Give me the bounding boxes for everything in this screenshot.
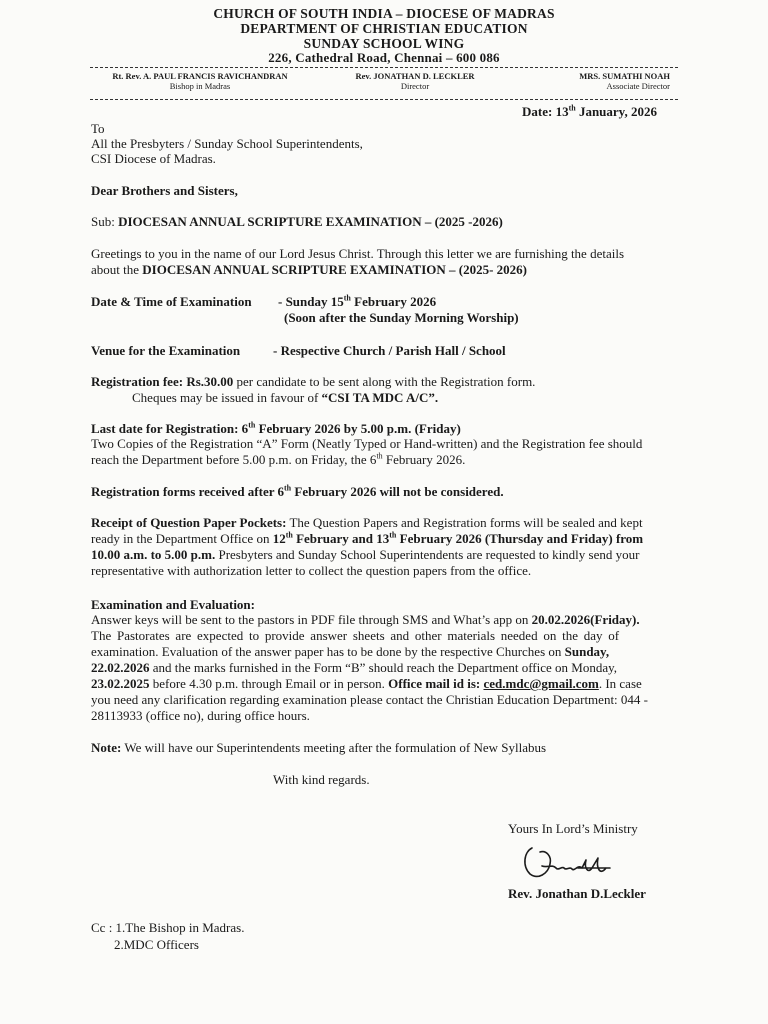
official-associate-director <box>520 72 670 91</box>
addressee-to: To <box>91 121 105 136</box>
addressee-diocese: CSI Diocese of Madras. <box>91 151 216 166</box>
venue-value: - Respective Church / Parish Hall / School <box>273 343 506 358</box>
official-bishop-title: Bishop in Madras <box>169 80 231 91</box>
exam-time-label: Date & Time of Examination <box>91 294 252 309</box>
official-associate-director-title: Associate Director <box>606 80 670 91</box>
cc-line-2: 2.MDC Officers <box>114 937 199 952</box>
late-forms-notice: Registration forms received after 6th February 2026 will not be considered. <box>91 483 504 499</box>
official-director-title: Director <box>400 80 430 91</box>
evaluation-line-7: 28113933 (office no), during office hours. <box>91 708 310 723</box>
header-divider-bottom <box>90 99 678 100</box>
registration-fee: Registration fee: Rs.30.00 per candidate to be sent along with the Registration form. <box>91 374 536 389</box>
evaluation-heading: Examination and Evaluation: <box>91 597 255 612</box>
evaluation-line-4: 22.02.2026 and the marks furnished in the Form “B” should reach the Department office on Monday, <box>91 660 618 675</box>
last-date-line-1: Two Copies of the Registration “A” Form (Neatly Typed or Hand-written) and the Registration fee should <box>91 436 643 451</box>
official-associate-director-name: MRS. SUMATHI NOAH <box>579 71 670 81</box>
exam-time-value: - Sunday 15th February 2026 <box>278 293 437 309</box>
official-director-name: Rev. JONATHAN D. LECKLER <box>355 71 475 81</box>
note-line: Note: We will have our Superintendents meeting after the formulation of New Syllabus <box>91 740 547 755</box>
evaluation-line-3: examination. Evaluation of the answer paper has to be done by the respective Churches on Sunday, <box>91 644 610 659</box>
greeting-line-2: about the DIOCESAN ANNUAL SCRIPTURE EXAMINATION – (2025- 2026) <box>91 262 527 277</box>
letterhead-line-2: DEPARTMENT OF CHRISTIAN EDUCATION <box>240 21 528 36</box>
addressee-line: All the Presbyters / Sunday School Superintendents, <box>91 136 363 151</box>
officials-row <box>0 72 768 94</box>
exam-time-note: (Soon after the Sunday Morning Worship) <box>284 310 519 325</box>
receipt-line-1: Receipt of Question Paper Pockets: The Question Papers and Registration forms will be sealed and kept <box>91 515 643 530</box>
header-divider-top <box>90 67 678 68</box>
salutation: Dear Brothers and Sisters, <box>91 183 238 198</box>
evaluation-line-6: you need any clarification regarding examination please contact the Christian Education Department: 044 - <box>91 692 648 707</box>
closing-line: Yours In Lord’s Ministry <box>508 821 638 836</box>
letterhead-line-1: CHURCH OF SOUTH INDIA – DIOCESE OF MADRAS <box>213 6 555 21</box>
letterhead-line-3: SUNDAY SCHOOL WING <box>303 36 465 51</box>
receipt-line-4: representative with authorization letter to collect the question papers from the office. <box>91 563 532 578</box>
cheque-instruction: Cheques may be issued in favour of “CSI TA MDC A/C”. <box>132 390 439 405</box>
letterhead-address: 226, Cathedral Road, Chennai – 600 086 <box>268 50 500 65</box>
official-bishop <box>100 72 300 91</box>
venue-label: Venue for the Examination <box>91 343 241 358</box>
signatory-name: Rev. Jonathan D.Leckler <box>508 886 646 901</box>
signature-image <box>518 838 618 886</box>
receipt-line-2: ready in the Department Office on 12th February and 13th February 2026 (Thursday and Friday) from <box>91 530 644 546</box>
kind-regards: With kind regards. <box>273 772 370 787</box>
evaluation-line-1: Answer keys will be sent to the pastors in PDF file through SMS and What’s app on 20.02.2026(Friday). <box>91 612 640 627</box>
subject-line: Sub: DIOCESAN ANNUAL SCRIPTURE EXAMINATION – (2025 -2026) <box>91 214 503 229</box>
greeting-line-1: Greetings to you in the name of our Lord Jesus Christ. Through this letter we are furnishing the details <box>91 246 625 261</box>
letter-date: Date: 13th January, 2026 <box>522 103 657 119</box>
office-email-link[interactable]: ced.mdc@gmail.com <box>483 676 599 691</box>
evaluation-line-2: The Pastorates are expected to provide answer sheets and other materials needed on the day of <box>91 628 620 643</box>
official-director <box>335 72 495 91</box>
receipt-line-3: 10.00 a.m. to 5.00 p.m. Presbyters and Sunday School Superintendents are requested to kindly send your <box>91 547 640 562</box>
last-date-heading: Last date for Registration: 6th February 2026 by 5.00 p.m. (Friday) <box>91 420 461 436</box>
last-date-line-2: reach the Department before 5.00 p.m. on Friday, the 6th February 2026. <box>91 451 466 467</box>
evaluation-line-5: 23.02.2025 before 4.30 p.m. through Email or in person. Office mail id is: ced.mdc@gmail.com. In case <box>91 676 642 691</box>
official-bishop-name: Rt. Rev. A. PAUL FRANCIS RAVICHANDRAN <box>112 71 288 81</box>
cc-line-1: Cc : 1.The Bishop in Madras. <box>91 920 245 935</box>
